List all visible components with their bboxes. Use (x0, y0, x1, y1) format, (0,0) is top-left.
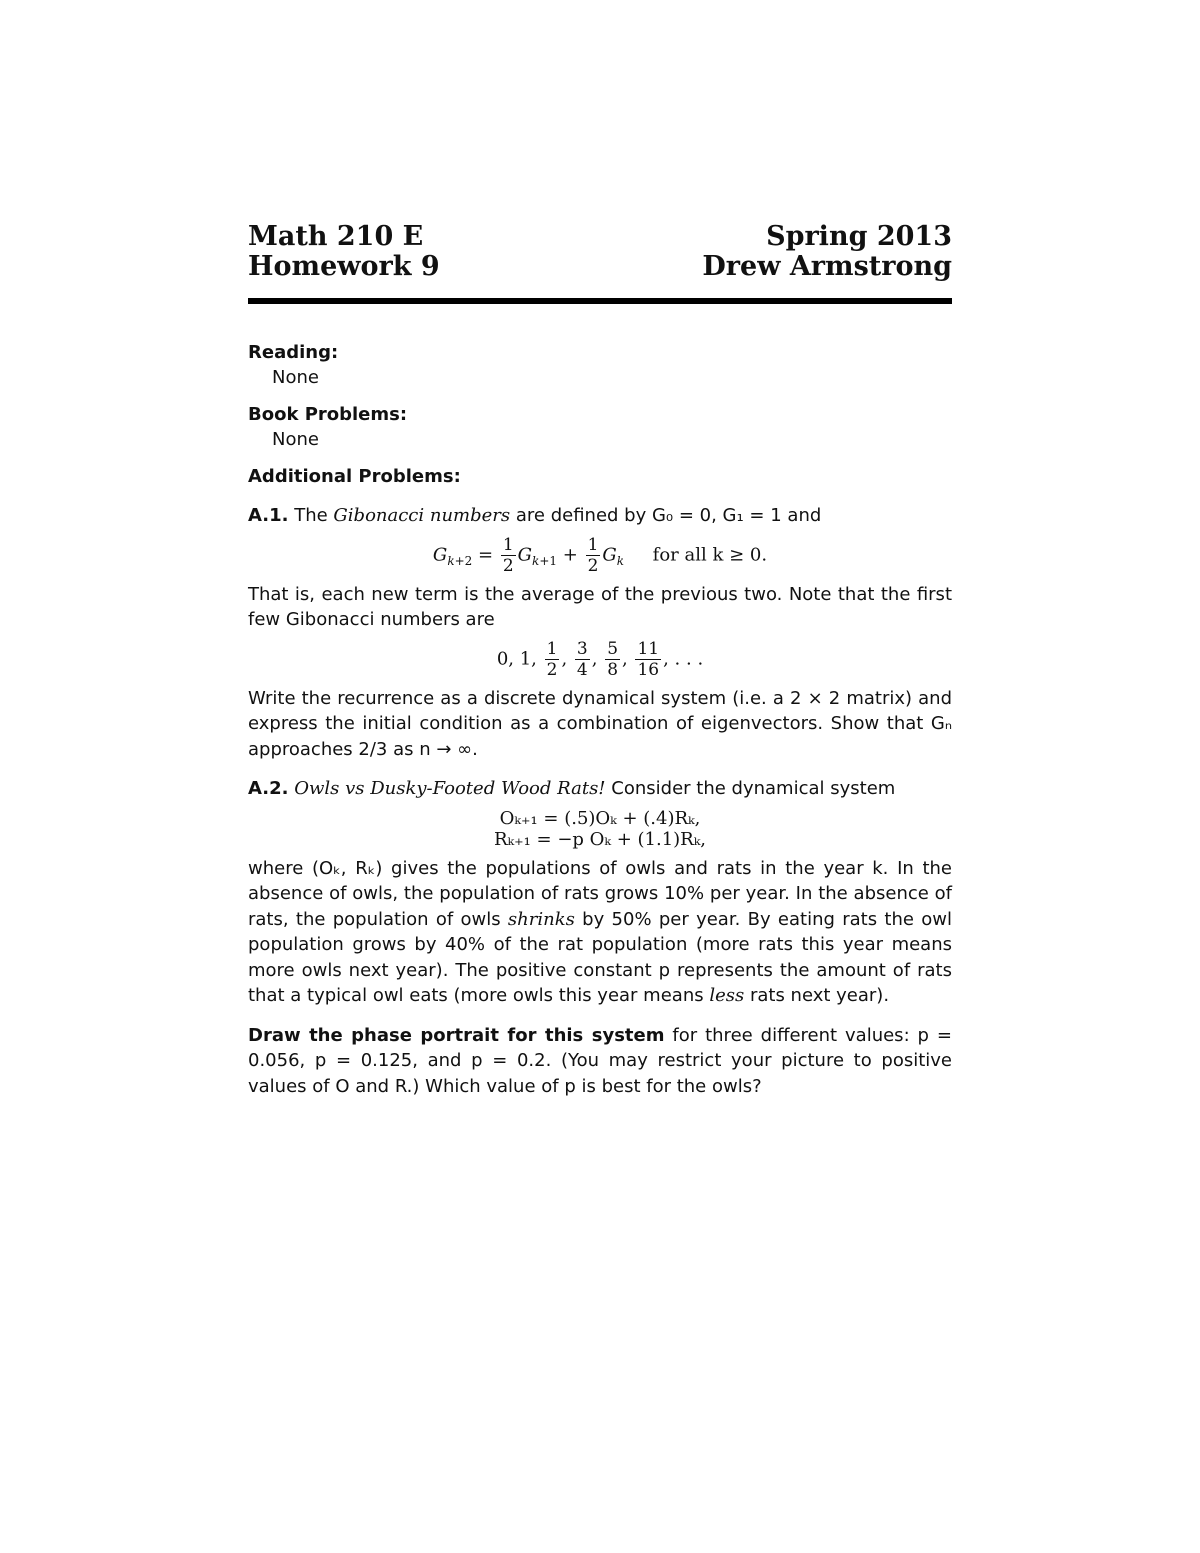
seq-frac: $\frac{1}{2}$ (546, 638, 558, 680)
term: Spring 2013 (766, 221, 952, 252)
reading-value: None (272, 367, 319, 388)
gibonacci-term: Gibonacci numbers (333, 505, 511, 526)
recurrence-equation: $G_{k+2}$ = $\frac{1}{2}$ $G_{k+1}$ + $\frac{1}{2}$ $G_k$ for all k ≥ 0. (432, 534, 768, 576)
assignment-title: Homework 9 (248, 251, 440, 282)
problem-a2-task: Draw the phase portrait for this system for three different values: p = 0.056, p = 0.125, and p = 0.2. (You may restrict your picture to positive values of O and R.) Which value of p is best for the owls? (248, 1024, 952, 1097)
seq-frac: $\frac{3}{4}$ (576, 638, 588, 680)
header-rule (248, 298, 952, 304)
book-problems-heading: Book Problems: (248, 404, 408, 425)
header-right (702, 222, 952, 282)
homework-page (248, 222, 952, 1099)
gibonacci-sequence: 0, 1, $\frac{1}{2}$ , $\frac{3}{4}$ , $\frac{5}{8}$ , $\frac{11}{16}$ , . . . (496, 638, 704, 680)
seq-frac: $\frac{11}{16}$ (637, 638, 660, 680)
equation-owls: Oₖ₊₁ = (.5)Oₖ + (.4)Rₖ, (499, 807, 701, 829)
instructor-name: Drew Armstrong (702, 251, 952, 282)
header-left (248, 222, 440, 282)
book-problems-value: None (272, 429, 319, 450)
problem-a2-body: where (Oₖ, Rₖ) gives the populations of owls and rats in the year k. In the absence of owls, the population of rats grows 10% per year. In the absence of rats, the population of owls shrinks by 50% per year. By eating rats the owl population grows by 40% of the rat population (more rats this year means more owls next year). The positive constant p represents the amount of rats that a typical owl eats (more owls this year means less rats next year). (248, 857, 952, 1006)
problem-a1-text2: That is, each new term is the average of the previous two. Note that the first few Gibonacci numbers are (248, 583, 952, 630)
system-equations (248, 808, 952, 850)
problem-a2-title: Owls vs Dusky-Footed Wood Rats! (294, 778, 606, 799)
additional-problems-heading: Additional Problems: (248, 466, 461, 487)
equation-rats: Rₖ₊₁ = −p Oₖ + (1.1)Rₖ, (493, 828, 707, 850)
seq-frac: $\frac{5}{8}$ (607, 638, 619, 680)
problem-a1-intro: A.1. The Gibonacci numbers are defined by G₀ = 0, G₁ = 1 and (248, 505, 822, 526)
recurrence-condition: for all k ≥ 0. (652, 544, 768, 565)
course-title: Math 210 E (248, 221, 424, 252)
page-header (248, 222, 952, 282)
problem-a2-label: A.2. (248, 778, 289, 799)
problem-a2-intro: A.2. Owls vs Dusky-Footed Wood Rats! Consider the dynamical system (248, 778, 896, 799)
problem-a1-text3: Write the recurrence as a discrete dynamical system (i.e. a 2 × 2 matrix) and express the initial condition as a combination of eigenvectors. Show that Gₙ approaches 2/3 as n → ∞. (248, 687, 952, 760)
reading-heading: Reading: (248, 342, 339, 363)
problem-a1-label: A.1. (248, 505, 289, 526)
